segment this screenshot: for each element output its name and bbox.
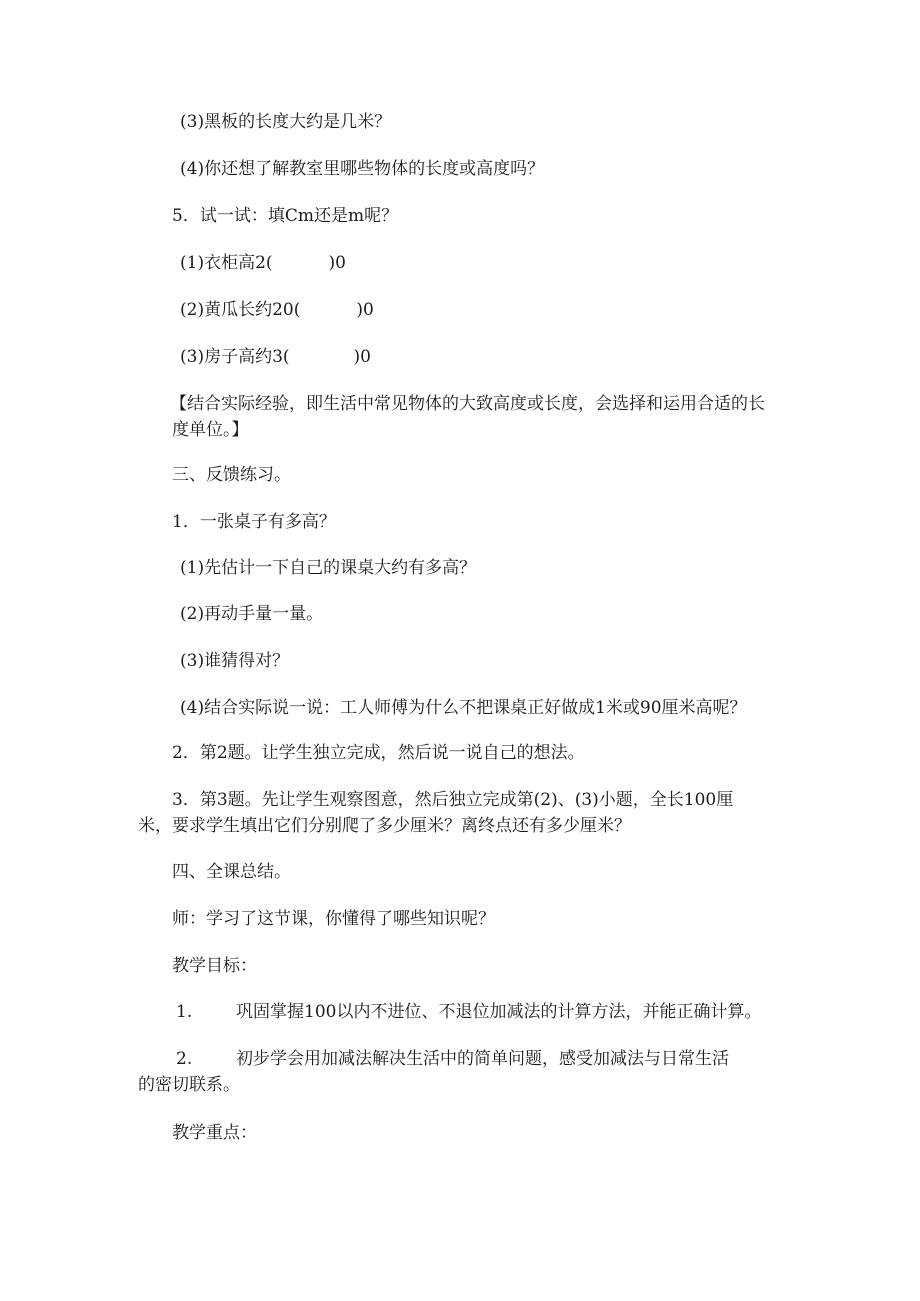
section-3-item-1-1: (1)先估计一下自己的课桌大约有多高？ [180, 558, 477, 578]
section-3-item-3-line-1: 3．第3题。先让学生观察图意，然后独立完成第(2)、(3)小题，全长100厘 [172, 790, 734, 810]
section-3-item-3-line-2: 米，要求学生填出它们分别爬了多少厘米？离终点还有多少厘米？ [138, 816, 631, 836]
section-4-heading: 四、全课总结。 [172, 862, 291, 882]
item-5-2-end: )0 [356, 300, 374, 320]
teaching-goals-heading: 教学目标： [172, 956, 257, 976]
item-5-2-text: (2)黄瓜长约20( [180, 300, 301, 320]
goal-2-number: 2. [176, 1049, 193, 1069]
item-5-1-text: (1)衣柜高2( [180, 253, 273, 273]
section-3-item-1-2: (2)再动手量一量。 [180, 604, 324, 624]
section-3-item-1-3: (3)谁猜得对？ [180, 651, 290, 671]
item-5-1 [180, 252, 346, 274]
goal-2-text: 初步学会用加减法解决生活中的简单问题，感受加减法与日常生活 [236, 1049, 729, 1069]
question-4-classroom: (4)你还想了解教室里哪些物体的长度或高度吗？ [180, 159, 545, 179]
section-3-item-1-4: (4)结合实际说一说：工人师傅为什么不把课桌正好做成1米或90厘米高呢？ [180, 698, 747, 718]
goal-2-line-2: 的密切联系。 [138, 1075, 240, 1095]
item-5-3-text: (3)房子高约3( [180, 347, 290, 367]
goal-1-text: 巩固掌握100以内不进位、不退位加减法的计算方法，并能正确计算。 [236, 1002, 762, 1022]
note-line-2: 度单位。】 [172, 420, 249, 440]
item-5-2 [180, 299, 374, 321]
item-5-title: 5．试一试：填Cm还是m呢？ [172, 206, 399, 226]
item-5-3-end: )0 [353, 347, 371, 367]
teaching-key-points-heading: 教学重点： [172, 1123, 257, 1143]
item-5-1-end: )0 [328, 253, 346, 273]
goal-1-number: 1. [176, 1002, 193, 1022]
note-line-1: 【结合实际经验，即生活中常见物体的大致高度或长度，会选择和运用合适的长 [170, 394, 765, 414]
question-3-blackboard: (3)黑板的长度大约是几米？ [180, 112, 392, 132]
teacher-question: 师：学习了这节课，你懂得了哪些知识呢？ [172, 909, 495, 929]
section-3-item-2: 2．第2题。让学生独立完成，然后说一说自己的想法。 [172, 743, 585, 763]
section-3-item-1: 1．一张桌子有多高？ [172, 512, 336, 532]
item-5-3 [180, 346, 371, 368]
section-3-heading: 三、反馈练习。 [172, 465, 291, 485]
